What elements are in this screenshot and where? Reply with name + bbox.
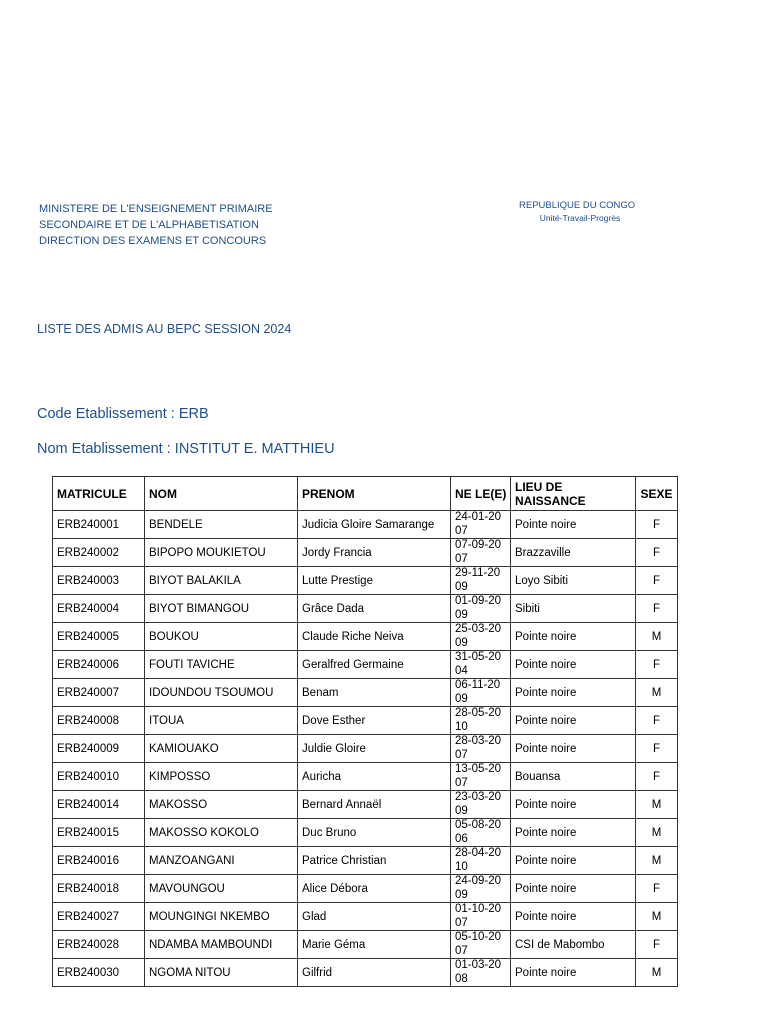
ministry-line: MINISTERE DE L'ENSEIGNEMENT PRIMAIRE [39,203,273,215]
cell-birth-place: Pointe noire [511,791,636,819]
establishment-code: Code Etablissement : ERB [37,406,209,422]
cell-birth-date: 06-11-2009 [451,679,511,707]
cell-sexe: M [636,791,678,819]
table-row [53,735,678,763]
cell-prenom: Geralfred Germaine [298,651,451,679]
table-body [53,511,678,987]
cell-matricule: ERB240028 [53,931,145,959]
cell-nom: BOUKOU [145,623,298,651]
cell-matricule: ERB240004 [53,595,145,623]
cell-matricule: ERB240006 [53,651,145,679]
cell-sexe: M [636,903,678,931]
table-row [53,707,678,735]
table-row [53,651,678,679]
republic-motto: Unité-Travail-Progrès [539,213,621,223]
cell-matricule: ERB240007 [53,679,145,707]
cell-birth-place: Pointe noire [511,875,636,903]
cell-prenom: Lutte Prestige [298,567,451,595]
table-row [53,959,678,987]
ministry-line: SECONDAIRE ET DE L'ALPHABETISATION [39,219,259,231]
cell-matricule: ERB240014 [53,791,145,819]
cell-sexe: F [636,567,678,595]
cell-sexe: F [636,875,678,903]
column-header-prenom: PRENOM [298,477,451,511]
cell-sexe: F [636,511,678,539]
cell-matricule: ERB240015 [53,819,145,847]
cell-sexe: M [636,679,678,707]
cell-prenom: Glad [298,903,451,931]
cell-prenom: Grâce Dada [298,595,451,623]
cell-birth-place: Pointe noire [511,707,636,735]
cell-nom: IDOUNDOU TSOUMOU [145,679,298,707]
cell-matricule: ERB240001 [53,511,145,539]
cell-birth-place: Pointe noire [511,847,636,875]
cell-birth-date: 24-01-2007 [451,511,511,539]
cell-birth-date: 01-03-2008 [451,959,511,987]
cell-matricule: ERB240003 [53,567,145,595]
cell-nom: MAVOUNGOU [145,875,298,903]
cell-prenom: Jordy Francia [298,539,451,567]
cell-birth-place: Pointe noire [511,651,636,679]
cell-birth-date: 24-09-2009 [451,875,511,903]
cell-birth-place: Pointe noire [511,623,636,651]
cell-birth-place: Pointe noire [511,679,636,707]
cell-birth-place: Loyo Sibiti [511,567,636,595]
cell-nom: ITOUA [145,707,298,735]
cell-prenom: Marie Géma [298,931,451,959]
cell-nom: FOUTI TAVICHE [145,651,298,679]
cell-sexe: M [636,623,678,651]
cell-birth-place: CSI de Mabombo [511,931,636,959]
cell-sexe: F [636,931,678,959]
cell-prenom: Gilfrid [298,959,451,987]
cell-birth-place: Pointe noire [511,819,636,847]
cell-sexe: M [636,819,678,847]
cell-birth-date: 13-05-2007 [451,763,511,791]
cell-sexe: M [636,847,678,875]
cell-birth-date: 05-10-2007 [451,931,511,959]
cell-sexe: M [636,959,678,987]
cell-prenom: Bernard Annaël [298,791,451,819]
table-header-row [53,477,678,511]
cell-birth-place: Brazzaville [511,539,636,567]
cell-prenom: Benam [298,679,451,707]
cell-birth-place: Pointe noire [511,903,636,931]
cell-birth-date: 01-10-2007 [451,903,511,931]
cell-birth-place: Pointe noire [511,959,636,987]
cell-sexe: F [636,539,678,567]
cell-matricule: ERB240030 [53,959,145,987]
table-row [53,903,678,931]
table-row [53,679,678,707]
cell-matricule: ERB240002 [53,539,145,567]
cell-prenom: Alice Débora [298,875,451,903]
republic-header [519,200,636,224]
ministry-header [39,201,273,249]
column-header-birth-date: NE LE(E) [451,477,511,511]
cell-matricule: ERB240009 [53,735,145,763]
cell-nom: KAMIOUAKO [145,735,298,763]
table-row [53,847,678,875]
cell-sexe: F [636,763,678,791]
cell-prenom: Patrice Christian [298,847,451,875]
cell-birth-date: 29-11-2009 [451,567,511,595]
cell-sexe: F [636,651,678,679]
cell-sexe: F [636,707,678,735]
list-title: LISTE DES ADMIS AU BEPC SESSION 2024 [37,322,292,336]
cell-birth-date: 31-05-2004 [451,651,511,679]
cell-nom: MOUNGINGI NKEMBO [145,903,298,931]
table-row [53,595,678,623]
ministry-line: DIRECTION DES EXAMENS ET CONCOURS [39,235,267,247]
cell-matricule: ERB240016 [53,847,145,875]
table-row [53,819,678,847]
cell-prenom: Auricha [298,763,451,791]
cell-matricule: ERB240005 [53,623,145,651]
cell-nom: MANZOANGANI [145,847,298,875]
cell-nom: BIYOT BIMANGOU [145,595,298,623]
cell-birth-date: 07-09-2007 [451,539,511,567]
cell-birth-date: 01-09-2009 [451,595,511,623]
cell-birth-place: Pointe noire [511,735,636,763]
cell-nom: BIYOT BALAKILA [145,567,298,595]
column-header-matricule: MATRICULE [53,477,145,511]
cell-sexe: F [636,735,678,763]
cell-prenom: Juldie Gloire [298,735,451,763]
cell-birth-date: 25-03-2009 [451,623,511,651]
column-header-birth-place: LIEU DE NAISSANCE [511,477,636,511]
establishment-name: Nom Etablissement : INSTITUT E. MATTHIEU [37,441,335,457]
cell-nom: MAKOSSO [145,791,298,819]
cell-nom: BENDELE [145,511,298,539]
republic-name: REPUBLIQUE DU CONGO [519,200,636,211]
table-row [53,511,678,539]
table-row [53,623,678,651]
cell-birth-date: 23-03-2009 [451,791,511,819]
cell-nom: KIMPOSSO [145,763,298,791]
table-row [53,763,678,791]
cell-sexe: F [636,595,678,623]
table-row [53,931,678,959]
cell-nom: BIPOPO MOUKIETOU [145,539,298,567]
column-header-nom: NOM [145,477,298,511]
cell-birth-place: Bouansa [511,763,636,791]
cell-nom: NDAMBA MAMBOUNDI [145,931,298,959]
cell-matricule: ERB240018 [53,875,145,903]
cell-birth-date: 28-05-2010 [451,707,511,735]
table-row [53,791,678,819]
cell-matricule: ERB240010 [53,763,145,791]
cell-birth-place: Pointe noire [511,511,636,539]
cell-birth-date: 28-03-2007 [451,735,511,763]
cell-nom: NGOMA NITOU [145,959,298,987]
cell-nom: MAKOSSO KOKOLO [145,819,298,847]
cell-matricule: ERB240027 [53,903,145,931]
cell-birth-place: Sibiti [511,595,636,623]
cell-prenom: Claude Riche Neiva [298,623,451,651]
cell-matricule: ERB240008 [53,707,145,735]
table-row [53,567,678,595]
cell-birth-date: 28-04-2010 [451,847,511,875]
cell-prenom: Judicia Gloire Samarange [298,511,451,539]
column-header-sexe: SEXE [636,477,678,511]
cell-prenom: Dove Esther [298,707,451,735]
cell-birth-date: 05-08-2006 [451,819,511,847]
table-row [53,875,678,903]
cell-prenom: Duc Bruno [298,819,451,847]
table-row [53,539,678,567]
admitted-students-table [52,476,678,987]
